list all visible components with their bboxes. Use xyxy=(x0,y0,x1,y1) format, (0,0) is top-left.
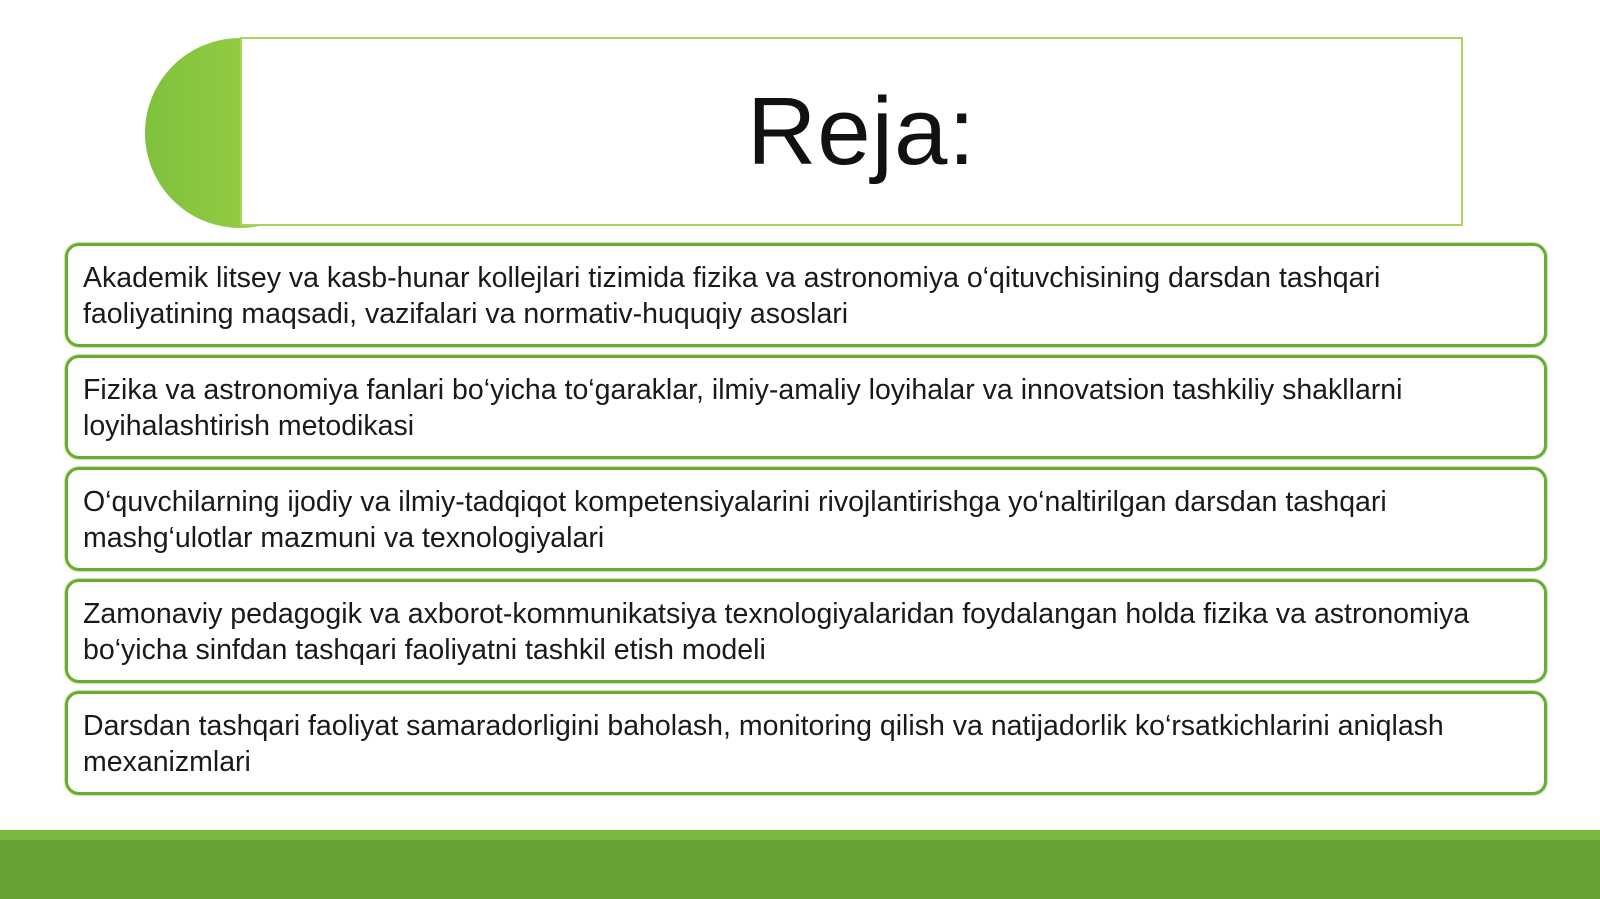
plan-item-2: Fizika va astronomiya fanlari bo‘yicha to‘garaklar, ilmiy-amaliy loyihalar va innovatsion tashkiliy shakllarni loyihalashtirish metodikasi xyxy=(65,355,1547,459)
footer-band xyxy=(0,830,1600,899)
footer-accent-line xyxy=(0,830,1600,840)
slide-title: Reja: xyxy=(746,77,977,185)
plan-item-5: Darsdan tashqari faoliyat samaradorligini baholash, monitoring qilish va natijadorlik ko‘rsatkichlarini aniqlash mexanizmlari xyxy=(65,691,1547,795)
plan-list xyxy=(65,243,1547,803)
plan-item-1: Akademik litsey va kasb-hunar kollejlari tizimida fizika va astronomiya o‘qituvchisining darsdan tashqari faoliyatining maqsadi, vazifalari va normativ-huquqiy asoslari xyxy=(65,243,1547,347)
plan-item-3: O‘quvchilarning ijodiy va ilmiy-tadqiqot kompetensiyalarini rivojlantirishga yo‘naltirilgan darsdan tashqari mashg‘ulotlar mazmuni va texnologiyalari xyxy=(65,467,1547,571)
title-box xyxy=(240,37,1463,226)
plan-item-4: Zamonaviy pedagogik va axborot-kommunikatsiya texnologiyalaridan foydalangan holda fizika va astronomiya bo‘yicha sinfdan tashqari faoliyatni tashkil etish modeli xyxy=(65,579,1547,683)
